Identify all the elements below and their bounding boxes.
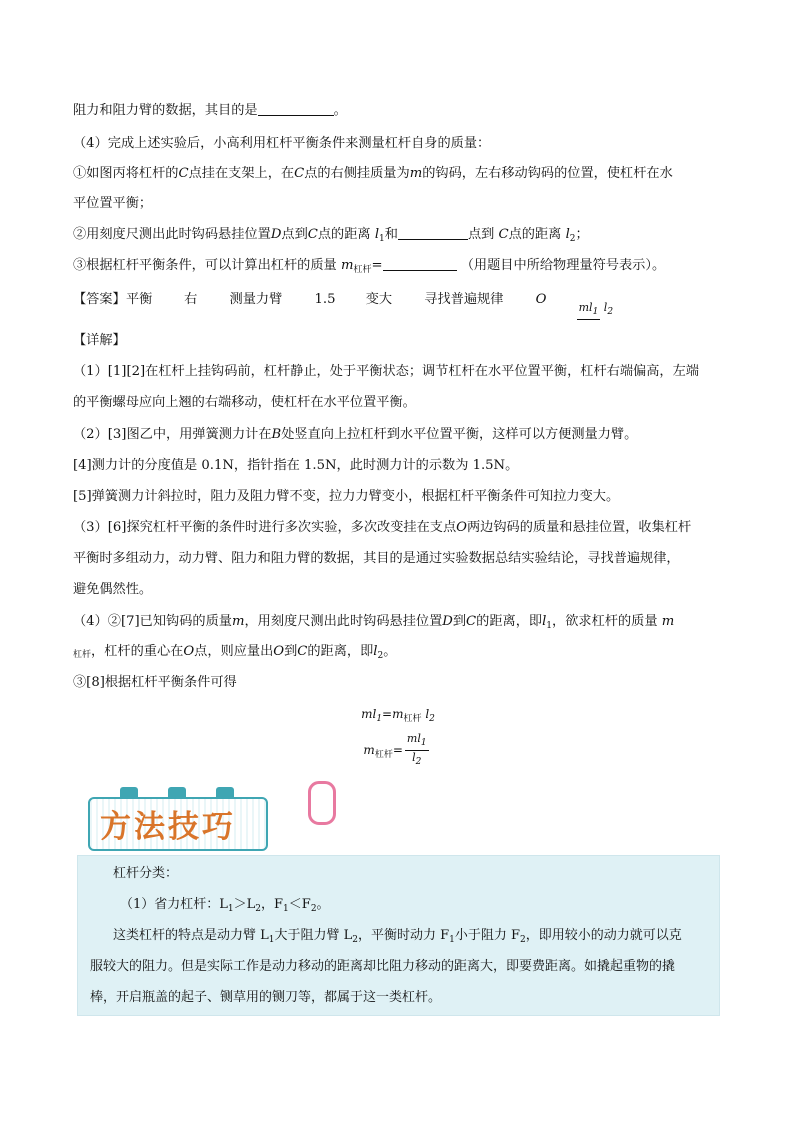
subscript: 1	[546, 621, 553, 631]
text: 。	[383, 644, 397, 659]
text: （1）省力杠杆：L	[120, 897, 228, 912]
subscript: 2	[310, 904, 317, 914]
text: 点的右侧挂质量为	[304, 166, 410, 181]
symbol: l	[374, 227, 380, 242]
text: 点到	[281, 227, 308, 242]
text: 的距离，即	[307, 644, 374, 659]
text: ＜F	[288, 897, 311, 912]
text: 点的距离	[508, 227, 562, 242]
text-line	[73, 331, 723, 351]
text: 处竖直向上拉杠杆到水平位置平衡，这样可以方便测量力臂。	[281, 427, 638, 442]
text: ①如图丙将杠杆的	[73, 166, 179, 181]
text-line	[73, 673, 723, 693]
text: 的平衡螺母应向上翘的右端移动，使杠杆在水平位置平衡。	[73, 395, 416, 410]
subscript: 1	[449, 935, 455, 945]
symbol: l	[542, 614, 547, 629]
denominator: l	[603, 301, 608, 314]
text: 的距离，即	[476, 614, 543, 629]
badge-title: 方法技巧	[100, 809, 236, 845]
text: 。	[333, 103, 347, 118]
text-line	[73, 642, 723, 666]
text: ，用刻度尺测出此时钩码悬挂位置	[244, 614, 443, 629]
symbol: C	[178, 166, 189, 181]
subscript: 2	[569, 234, 576, 244]
text: =	[371, 258, 383, 273]
text: 棒，开启瓶盖的起子、铡草用的铡刀等，都属于这一类杠杆。	[90, 990, 442, 1005]
text: 服较大的阻力。但是实际工作是动力移动的距离却比阻力移动的距离大，即要费距离。如撬起重物的撬	[90, 959, 676, 974]
subscript: 杠杆	[73, 650, 92, 660]
section-badge	[80, 787, 276, 849]
text-line	[73, 194, 723, 214]
text-line	[73, 518, 723, 538]
subscript: 1	[376, 714, 383, 724]
symbol: C	[466, 614, 477, 629]
text: [5]弹簧测力计斜拉时，阻力及阻力臂不变，拉力力臂变小，根据杠杆平衡条件可知拉力变大。	[73, 489, 620, 504]
subscript: 2	[607, 307, 614, 317]
answer-line	[73, 290, 723, 320]
text: ，欲求杠杆的质量	[552, 614, 658, 629]
text: 到	[284, 644, 298, 659]
text-line	[73, 487, 723, 507]
text-line	[113, 864, 713, 884]
text: （2）[3]图乙中，用弹簧测力计在	[73, 427, 272, 442]
answer-item: 平衡	[125, 292, 153, 307]
symbol: C	[498, 227, 509, 242]
text-line	[73, 612, 723, 636]
answer-item: O	[535, 292, 547, 307]
text: [4]测力计的分度值是 0.1N，指针指在 1.5N，此时测力计的示数为 1.5N。	[73, 458, 519, 473]
eq-part: =m	[382, 707, 404, 721]
text: （4）完成上述实验后，小高利用杠杆平衡条件来测量杠杆自身的质量：	[73, 136, 491, 151]
text: ；	[575, 227, 589, 242]
answer-item: 1.5	[314, 292, 336, 307]
text-line	[73, 164, 723, 184]
text-line	[113, 926, 713, 950]
text-line	[73, 425, 723, 445]
text: 点到	[467, 227, 495, 242]
answer-blank	[383, 256, 457, 271]
symbol: C	[297, 644, 308, 659]
text: （1）[1][2]在杠杆上挂钩码前，杠杆静止，处于平衡状态；调节杠杆在水平位置平衡，杠杆右端偏高，左端	[73, 364, 699, 379]
answer-item: 右	[184, 292, 198, 307]
text-line	[73, 101, 723, 121]
subscript: 1	[283, 904, 289, 914]
text: ＞L	[233, 897, 256, 912]
text-line	[73, 225, 723, 249]
subscript: 杠杆	[353, 265, 372, 275]
answer-blank	[398, 225, 468, 240]
tips-box	[77, 855, 720, 1016]
text-line	[73, 393, 723, 413]
subscript: 2	[255, 904, 262, 914]
answer-label: 【答案】	[73, 292, 126, 307]
text: 的钩码，左右移动钩码的位置，使杠杆在水	[422, 166, 673, 181]
text: （用题目中所给物理量符号表示）。	[460, 258, 666, 273]
eq-part: l	[421, 707, 430, 721]
subscript: 2	[429, 714, 435, 724]
eq-part: ml	[361, 707, 377, 721]
symbol: O	[183, 644, 195, 659]
symbol: O	[273, 644, 285, 659]
symbol: O	[456, 520, 467, 535]
subscript: 2	[352, 935, 358, 945]
answer-item: 寻找普遍规律	[424, 292, 504, 307]
denominator: l	[412, 751, 416, 764]
answer-item: 变大	[365, 292, 393, 307]
equation	[73, 704, 723, 729]
subscript: 2	[415, 757, 422, 767]
text: 阻力和阻力臂的数据，其目的是	[73, 103, 258, 118]
text: 点，则应量出	[194, 644, 274, 659]
text: 和	[384, 227, 398, 242]
symbol: l	[565, 227, 570, 242]
answer-fraction	[577, 301, 613, 320]
eq-part: m	[363, 743, 375, 757]
text: ，即用较小的动力就可以克	[525, 928, 682, 943]
text: （3）[6]探究杠杆平衡的条件时进行多次实验，多次改变挂在支点	[73, 520, 457, 535]
text: 大于阻力臂 L	[274, 928, 353, 943]
text-line	[73, 580, 723, 600]
text: 小于阻力 F	[454, 928, 521, 943]
text: ，平衡时动力 F	[358, 928, 450, 943]
text-line	[73, 256, 723, 280]
text: 到	[452, 614, 467, 629]
text: 点的距离	[317, 227, 371, 242]
numerator: ml	[578, 301, 593, 314]
numerator: ml	[406, 732, 421, 745]
text: （4）②[7]已知钩码的质量	[73, 614, 232, 629]
subscript: 2	[520, 935, 526, 945]
symbol: B	[271, 427, 282, 442]
text-line	[73, 134, 723, 154]
paperclip-icon	[308, 781, 336, 825]
text: 杠杆分类：	[113, 866, 179, 881]
subscript: 1	[420, 738, 427, 748]
text-line	[73, 456, 723, 476]
symbol: m	[409, 166, 423, 181]
text-line	[90, 957, 690, 977]
text-line	[90, 988, 690, 1008]
text: ③[8]根据杠杆平衡条件可得	[73, 675, 237, 690]
subscript: 1	[592, 307, 599, 317]
text: 平衡时多组动力，动力臂、阻力和阻力臂的数据，其目的是通过实验数据总结实验结论，寻找普遍规律，	[73, 551, 680, 566]
text: ，杠杆的重心在	[91, 644, 184, 659]
symbol: D	[270, 227, 282, 242]
detail-label: 【详解】	[73, 333, 126, 348]
text: 平位置平衡；	[73, 196, 153, 211]
symbol: m	[340, 258, 354, 273]
text: 。	[316, 897, 330, 912]
symbol: C	[307, 227, 318, 242]
subscript: 2	[377, 651, 384, 661]
subscript: 1	[268, 935, 275, 945]
symbol: C	[294, 166, 305, 181]
text: 点挂在支架上，在	[188, 166, 295, 181]
text: 避免偶然性。	[73, 582, 153, 597]
text: ，F	[261, 897, 284, 912]
subscript: 1	[379, 234, 385, 244]
subscript: 杠杆	[374, 750, 393, 760]
symbol: m	[661, 614, 675, 629]
equation	[73, 732, 723, 768]
eq-part: =	[392, 743, 403, 757]
subscript: 1	[227, 904, 234, 914]
symbol: m	[231, 614, 245, 629]
text: ②用刻度尺测出此时钩码悬挂位置	[73, 227, 271, 242]
text: ③根据杠杆平衡条件，可以计算出杠杆的质量	[73, 258, 337, 273]
text-line	[73, 362, 723, 382]
text-line	[120, 895, 720, 919]
symbol: l	[373, 644, 378, 659]
equation-fraction	[405, 732, 429, 769]
answer-item: 测量力臂	[229, 292, 283, 307]
answer-blank	[258, 101, 334, 116]
text: 两边钩码的质量和悬挂位置，收集杠杆	[466, 520, 692, 535]
text-line	[73, 549, 723, 569]
text: 这类杠杆的特点是动力臂 L	[113, 928, 269, 943]
symbol: D	[442, 614, 453, 629]
subscript: 杠杆	[403, 714, 422, 724]
